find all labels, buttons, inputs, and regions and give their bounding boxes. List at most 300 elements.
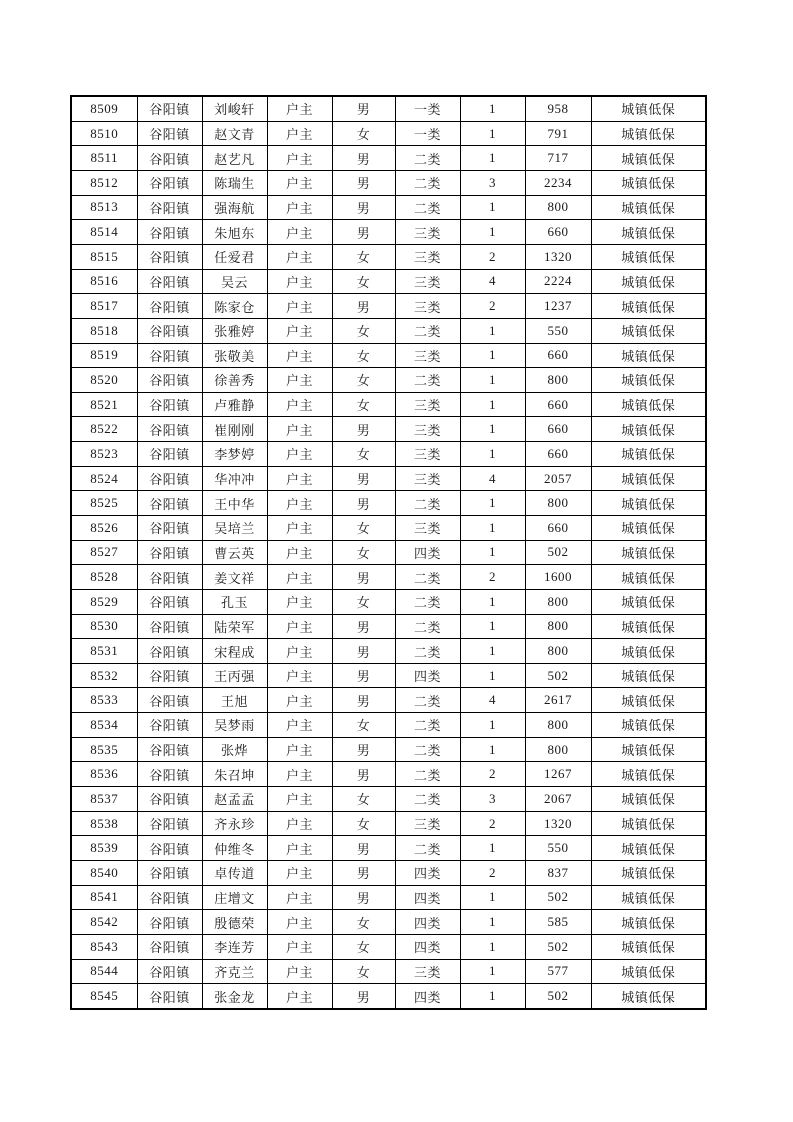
cell-name: 仲维冬 — [202, 836, 267, 861]
cell-household-role: 户主 — [267, 146, 332, 171]
cell-household-role: 户主 — [267, 959, 332, 984]
cell-category: 二类 — [395, 737, 460, 762]
cell-household-role: 户主 — [267, 540, 332, 565]
cell-household-role: 户主 — [267, 787, 332, 812]
cell-name: 赵文青 — [202, 121, 267, 146]
cell-amount: 550 — [525, 836, 591, 861]
cell-person-count: 2 — [460, 565, 525, 590]
cell-gender: 男 — [332, 146, 395, 171]
cell-seq-no: 8531 — [71, 639, 137, 664]
cell-household-role: 户主 — [267, 343, 332, 368]
cell-category: 三类 — [395, 442, 460, 467]
cell-subsidy-type: 城镇低保 — [591, 121, 706, 146]
cell-household-role: 户主 — [267, 121, 332, 146]
cell-name: 齐永珍 — [202, 811, 267, 836]
table-row — [71, 540, 706, 565]
cell-town: 谷阳镇 — [137, 146, 202, 171]
cell-household-role: 户主 — [267, 294, 332, 319]
cell-gender: 男 — [332, 294, 395, 319]
table-row — [71, 417, 706, 442]
cell-category: 四类 — [395, 885, 460, 910]
cell-household-role: 户主 — [267, 516, 332, 541]
table-row — [71, 589, 706, 614]
cell-name: 张雅婷 — [202, 318, 267, 343]
cell-category: 三类 — [395, 516, 460, 541]
cell-household-role: 户主 — [267, 269, 332, 294]
cell-person-count: 1 — [460, 343, 525, 368]
cell-subsidy-type: 城镇低保 — [591, 934, 706, 959]
cell-name: 徐善秀 — [202, 368, 267, 393]
cell-subsidy-type: 城镇低保 — [591, 639, 706, 664]
table-row — [71, 442, 706, 467]
table-row — [71, 614, 706, 639]
cell-seq-no: 8540 — [71, 860, 137, 885]
cell-amount: 800 — [525, 589, 591, 614]
cell-gender: 男 — [332, 984, 395, 1009]
cell-category: 三类 — [395, 466, 460, 491]
cell-amount: 577 — [525, 959, 591, 984]
cell-seq-no: 8532 — [71, 663, 137, 688]
cell-subsidy-type: 城镇低保 — [591, 910, 706, 935]
cell-household-role: 户主 — [267, 934, 332, 959]
cell-person-count: 1 — [460, 318, 525, 343]
table-body — [71, 96, 706, 1009]
cell-subsidy-type: 城镇低保 — [591, 836, 706, 861]
cell-gender: 男 — [332, 688, 395, 713]
table-row — [71, 121, 706, 146]
cell-household-role: 户主 — [267, 688, 332, 713]
cell-amount: 837 — [525, 860, 591, 885]
cell-town: 谷阳镇 — [137, 343, 202, 368]
cell-household-role: 户主 — [267, 910, 332, 935]
table-row — [71, 392, 706, 417]
cell-town: 谷阳镇 — [137, 713, 202, 738]
table-row — [71, 762, 706, 787]
table-row — [71, 269, 706, 294]
cell-person-count: 1 — [460, 540, 525, 565]
cell-category: 二类 — [395, 836, 460, 861]
cell-subsidy-type: 城镇低保 — [591, 589, 706, 614]
cell-seq-no: 8545 — [71, 984, 137, 1009]
cell-subsidy-type: 城镇低保 — [591, 540, 706, 565]
cell-town: 谷阳镇 — [137, 910, 202, 935]
cell-seq-no: 8510 — [71, 121, 137, 146]
cell-seq-no: 8512 — [71, 171, 137, 196]
cell-town: 谷阳镇 — [137, 417, 202, 442]
table-row — [71, 934, 706, 959]
cell-category: 三类 — [395, 269, 460, 294]
cell-seq-no: 8542 — [71, 910, 137, 935]
cell-name: 刘峻轩 — [202, 96, 267, 121]
cell-amount: 800 — [525, 614, 591, 639]
cell-person-count: 1 — [460, 959, 525, 984]
cell-gender: 男 — [332, 466, 395, 491]
cell-amount: 660 — [525, 516, 591, 541]
cell-subsidy-type: 城镇低保 — [591, 737, 706, 762]
cell-seq-no: 8539 — [71, 836, 137, 861]
cell-town: 谷阳镇 — [137, 466, 202, 491]
cell-person-count: 1 — [460, 836, 525, 861]
cell-household-role: 户主 — [267, 614, 332, 639]
cell-amount: 800 — [525, 713, 591, 738]
cell-category: 二类 — [395, 491, 460, 516]
cell-category: 三类 — [395, 392, 460, 417]
cell-household-role: 户主 — [267, 491, 332, 516]
cell-household-role: 户主 — [267, 442, 332, 467]
cell-seq-no: 8517 — [71, 294, 137, 319]
cell-gender: 女 — [332, 269, 395, 294]
cell-town: 谷阳镇 — [137, 737, 202, 762]
cell-town: 谷阳镇 — [137, 639, 202, 664]
cell-seq-no: 8528 — [71, 565, 137, 590]
cell-person-count: 1 — [460, 614, 525, 639]
cell-gender: 女 — [332, 910, 395, 935]
cell-household-role: 户主 — [267, 984, 332, 1009]
table-row — [71, 663, 706, 688]
cell-town: 谷阳镇 — [137, 491, 202, 516]
cell-subsidy-type: 城镇低保 — [591, 96, 706, 121]
cell-category: 一类 — [395, 96, 460, 121]
cell-name: 陈瑞生 — [202, 171, 267, 196]
cell-amount: 660 — [525, 392, 591, 417]
table-row — [71, 195, 706, 220]
cell-subsidy-type: 城镇低保 — [591, 565, 706, 590]
cell-name: 齐克兰 — [202, 959, 267, 984]
cell-name: 卢雅静 — [202, 392, 267, 417]
cell-category: 二类 — [395, 688, 460, 713]
table-row — [71, 565, 706, 590]
cell-category: 二类 — [395, 713, 460, 738]
cell-category: 三类 — [395, 811, 460, 836]
cell-gender: 男 — [332, 762, 395, 787]
cell-town: 谷阳镇 — [137, 787, 202, 812]
cell-amount: 660 — [525, 220, 591, 245]
cell-town: 谷阳镇 — [137, 244, 202, 269]
cell-amount: 800 — [525, 639, 591, 664]
table-row — [71, 713, 706, 738]
cell-subsidy-type: 城镇低保 — [591, 885, 706, 910]
cell-town: 谷阳镇 — [137, 836, 202, 861]
cell-gender: 女 — [332, 959, 395, 984]
cell-subsidy-type: 城镇低保 — [591, 688, 706, 713]
table-row — [71, 984, 706, 1009]
cell-gender: 男 — [332, 417, 395, 442]
cell-person-count: 1 — [460, 392, 525, 417]
cell-gender: 男 — [332, 96, 395, 121]
cell-amount: 502 — [525, 984, 591, 1009]
cell-gender: 男 — [332, 171, 395, 196]
subsistence-allowance-table — [70, 95, 707, 1010]
cell-gender: 男 — [332, 614, 395, 639]
cell-subsidy-type: 城镇低保 — [591, 343, 706, 368]
cell-category: 二类 — [395, 639, 460, 664]
cell-category: 一类 — [395, 121, 460, 146]
cell-name: 卓传道 — [202, 860, 267, 885]
cell-person-count: 3 — [460, 787, 525, 812]
cell-town: 谷阳镇 — [137, 934, 202, 959]
cell-name: 宋程成 — [202, 639, 267, 664]
cell-household-role: 户主 — [267, 713, 332, 738]
cell-person-count: 1 — [460, 220, 525, 245]
cell-subsidy-type: 城镇低保 — [591, 466, 706, 491]
cell-amount: 585 — [525, 910, 591, 935]
cell-amount: 550 — [525, 318, 591, 343]
cell-amount: 2617 — [525, 688, 591, 713]
cell-amount: 1237 — [525, 294, 591, 319]
cell-seq-no: 8513 — [71, 195, 137, 220]
cell-seq-no: 8527 — [71, 540, 137, 565]
cell-name: 曹云英 — [202, 540, 267, 565]
cell-person-count: 1 — [460, 663, 525, 688]
cell-category: 三类 — [395, 294, 460, 319]
cell-category: 三类 — [395, 417, 460, 442]
cell-amount: 800 — [525, 737, 591, 762]
cell-household-role: 户主 — [267, 860, 332, 885]
cell-subsidy-type: 城镇低保 — [591, 318, 706, 343]
cell-category: 三类 — [395, 343, 460, 368]
cell-gender: 男 — [332, 836, 395, 861]
cell-name: 陈家仓 — [202, 294, 267, 319]
cell-name: 任爱君 — [202, 244, 267, 269]
cell-seq-no: 8515 — [71, 244, 137, 269]
cell-town: 谷阳镇 — [137, 171, 202, 196]
table-row — [71, 811, 706, 836]
cell-gender: 女 — [332, 121, 395, 146]
cell-category: 三类 — [395, 959, 460, 984]
cell-person-count: 2 — [460, 860, 525, 885]
cell-town: 谷阳镇 — [137, 811, 202, 836]
cell-category: 二类 — [395, 195, 460, 220]
cell-person-count: 2 — [460, 294, 525, 319]
cell-category: 四类 — [395, 663, 460, 688]
cell-subsidy-type: 城镇低保 — [591, 171, 706, 196]
cell-name: 陆荣军 — [202, 614, 267, 639]
cell-name: 赵孟孟 — [202, 787, 267, 812]
cell-amount: 502 — [525, 934, 591, 959]
cell-town: 谷阳镇 — [137, 442, 202, 467]
cell-person-count: 1 — [460, 934, 525, 959]
cell-household-role: 户主 — [267, 565, 332, 590]
cell-subsidy-type: 城镇低保 — [591, 269, 706, 294]
cell-household-role: 户主 — [267, 417, 332, 442]
cell-gender: 女 — [332, 318, 395, 343]
cell-amount: 1600 — [525, 565, 591, 590]
cell-gender: 女 — [332, 713, 395, 738]
cell-name: 李连芳 — [202, 934, 267, 959]
cell-person-count: 1 — [460, 910, 525, 935]
cell-category: 四类 — [395, 984, 460, 1009]
table-row — [71, 146, 706, 171]
cell-seq-no: 8525 — [71, 491, 137, 516]
cell-subsidy-type: 城镇低保 — [591, 762, 706, 787]
cell-category: 四类 — [395, 934, 460, 959]
cell-household-role: 户主 — [267, 811, 332, 836]
cell-gender: 女 — [332, 811, 395, 836]
cell-subsidy-type: 城镇低保 — [591, 787, 706, 812]
cell-amount: 958 — [525, 96, 591, 121]
cell-category: 二类 — [395, 146, 460, 171]
cell-subsidy-type: 城镇低保 — [591, 614, 706, 639]
table-row — [71, 294, 706, 319]
table-row — [71, 836, 706, 861]
table-row — [71, 959, 706, 984]
table-row — [71, 639, 706, 664]
cell-town: 谷阳镇 — [137, 540, 202, 565]
cell-seq-no: 8522 — [71, 417, 137, 442]
cell-subsidy-type: 城镇低保 — [591, 516, 706, 541]
cell-subsidy-type: 城镇低保 — [591, 663, 706, 688]
cell-person-count: 1 — [460, 96, 525, 121]
cell-name: 王旭 — [202, 688, 267, 713]
cell-amount: 1267 — [525, 762, 591, 787]
cell-subsidy-type: 城镇低保 — [591, 417, 706, 442]
cell-category: 四类 — [395, 910, 460, 935]
cell-household-role: 户主 — [267, 244, 332, 269]
cell-household-role: 户主 — [267, 368, 332, 393]
cell-category: 二类 — [395, 614, 460, 639]
table-row — [71, 910, 706, 935]
cell-subsidy-type: 城镇低保 — [591, 811, 706, 836]
cell-subsidy-type: 城镇低保 — [591, 491, 706, 516]
cell-gender: 男 — [332, 737, 395, 762]
cell-seq-no: 8534 — [71, 713, 137, 738]
cell-seq-no: 8530 — [71, 614, 137, 639]
cell-town: 谷阳镇 — [137, 121, 202, 146]
cell-household-role: 户主 — [267, 737, 332, 762]
table-row — [71, 491, 706, 516]
cell-household-role: 户主 — [267, 318, 332, 343]
cell-town: 谷阳镇 — [137, 614, 202, 639]
cell-subsidy-type: 城镇低保 — [591, 442, 706, 467]
cell-town: 谷阳镇 — [137, 762, 202, 787]
cell-town: 谷阳镇 — [137, 318, 202, 343]
cell-person-count: 1 — [460, 368, 525, 393]
cell-gender: 女 — [332, 540, 395, 565]
cell-gender: 男 — [332, 195, 395, 220]
cell-seq-no: 8538 — [71, 811, 137, 836]
cell-amount: 660 — [525, 417, 591, 442]
cell-name: 殷德荣 — [202, 910, 267, 935]
cell-town: 谷阳镇 — [137, 195, 202, 220]
cell-seq-no: 8521 — [71, 392, 137, 417]
cell-household-role: 户主 — [267, 639, 332, 664]
cell-amount: 2234 — [525, 171, 591, 196]
cell-household-role: 户主 — [267, 663, 332, 688]
cell-amount: 502 — [525, 885, 591, 910]
cell-town: 谷阳镇 — [137, 860, 202, 885]
cell-seq-no: 8523 — [71, 442, 137, 467]
table-row — [71, 787, 706, 812]
cell-amount: 800 — [525, 195, 591, 220]
cell-gender: 女 — [332, 442, 395, 467]
cell-town: 谷阳镇 — [137, 294, 202, 319]
cell-town: 谷阳镇 — [137, 269, 202, 294]
cell-seq-no: 8518 — [71, 318, 137, 343]
cell-name: 李梦婷 — [202, 442, 267, 467]
cell-amount: 660 — [525, 343, 591, 368]
cell-person-count: 1 — [460, 146, 525, 171]
cell-gender: 女 — [332, 392, 395, 417]
cell-amount: 660 — [525, 442, 591, 467]
table-row — [71, 466, 706, 491]
cell-person-count: 2 — [460, 762, 525, 787]
table-row — [71, 96, 706, 121]
cell-gender: 女 — [332, 516, 395, 541]
cell-person-count: 2 — [460, 244, 525, 269]
cell-category: 四类 — [395, 540, 460, 565]
cell-subsidy-type: 城镇低保 — [591, 984, 706, 1009]
cell-gender: 男 — [332, 663, 395, 688]
cell-amount: 2057 — [525, 466, 591, 491]
cell-gender: 女 — [332, 589, 395, 614]
cell-seq-no: 8543 — [71, 934, 137, 959]
cell-amount: 717 — [525, 146, 591, 171]
cell-household-role: 户主 — [267, 762, 332, 787]
cell-household-role: 户主 — [267, 96, 332, 121]
table-row — [71, 368, 706, 393]
cell-name: 张烨 — [202, 737, 267, 762]
cell-name: 姜文祥 — [202, 565, 267, 590]
cell-category: 三类 — [395, 244, 460, 269]
cell-town: 谷阳镇 — [137, 516, 202, 541]
cell-name: 朱旭东 — [202, 220, 267, 245]
cell-name: 华冲冲 — [202, 466, 267, 491]
cell-subsidy-type: 城镇低保 — [591, 860, 706, 885]
cell-name: 吴云 — [202, 269, 267, 294]
cell-person-count: 1 — [460, 491, 525, 516]
cell-seq-no: 8519 — [71, 343, 137, 368]
cell-person-count: 3 — [460, 171, 525, 196]
cell-seq-no: 8536 — [71, 762, 137, 787]
cell-town: 谷阳镇 — [137, 589, 202, 614]
cell-name: 王中华 — [202, 491, 267, 516]
cell-subsidy-type: 城镇低保 — [591, 195, 706, 220]
cell-household-role: 户主 — [267, 589, 332, 614]
cell-gender: 男 — [332, 860, 395, 885]
cell-seq-no: 8533 — [71, 688, 137, 713]
cell-seq-no: 8526 — [71, 516, 137, 541]
cell-seq-no: 8520 — [71, 368, 137, 393]
cell-gender: 男 — [332, 885, 395, 910]
cell-seq-no: 8514 — [71, 220, 137, 245]
cell-town: 谷阳镇 — [137, 96, 202, 121]
cell-town: 谷阳镇 — [137, 565, 202, 590]
table-row — [71, 244, 706, 269]
table-row — [71, 516, 706, 541]
cell-subsidy-type: 城镇低保 — [591, 959, 706, 984]
cell-town: 谷阳镇 — [137, 663, 202, 688]
cell-person-count: 2 — [460, 811, 525, 836]
cell-gender: 女 — [332, 787, 395, 812]
cell-town: 谷阳镇 — [137, 220, 202, 245]
cell-person-count: 1 — [460, 589, 525, 614]
cell-seq-no: 8524 — [71, 466, 137, 491]
cell-amount: 791 — [525, 121, 591, 146]
table-row — [71, 688, 706, 713]
cell-person-count: 1 — [460, 984, 525, 1009]
cell-name: 张金龙 — [202, 984, 267, 1009]
cell-amount: 502 — [525, 663, 591, 688]
cell-gender: 女 — [332, 343, 395, 368]
cell-subsidy-type: 城镇低保 — [591, 220, 706, 245]
cell-town: 谷阳镇 — [137, 885, 202, 910]
cell-amount: 1320 — [525, 811, 591, 836]
cell-name: 赵艺凡 — [202, 146, 267, 171]
cell-subsidy-type: 城镇低保 — [591, 713, 706, 738]
cell-seq-no: 8541 — [71, 885, 137, 910]
cell-seq-no: 8544 — [71, 959, 137, 984]
cell-amount: 2224 — [525, 269, 591, 294]
